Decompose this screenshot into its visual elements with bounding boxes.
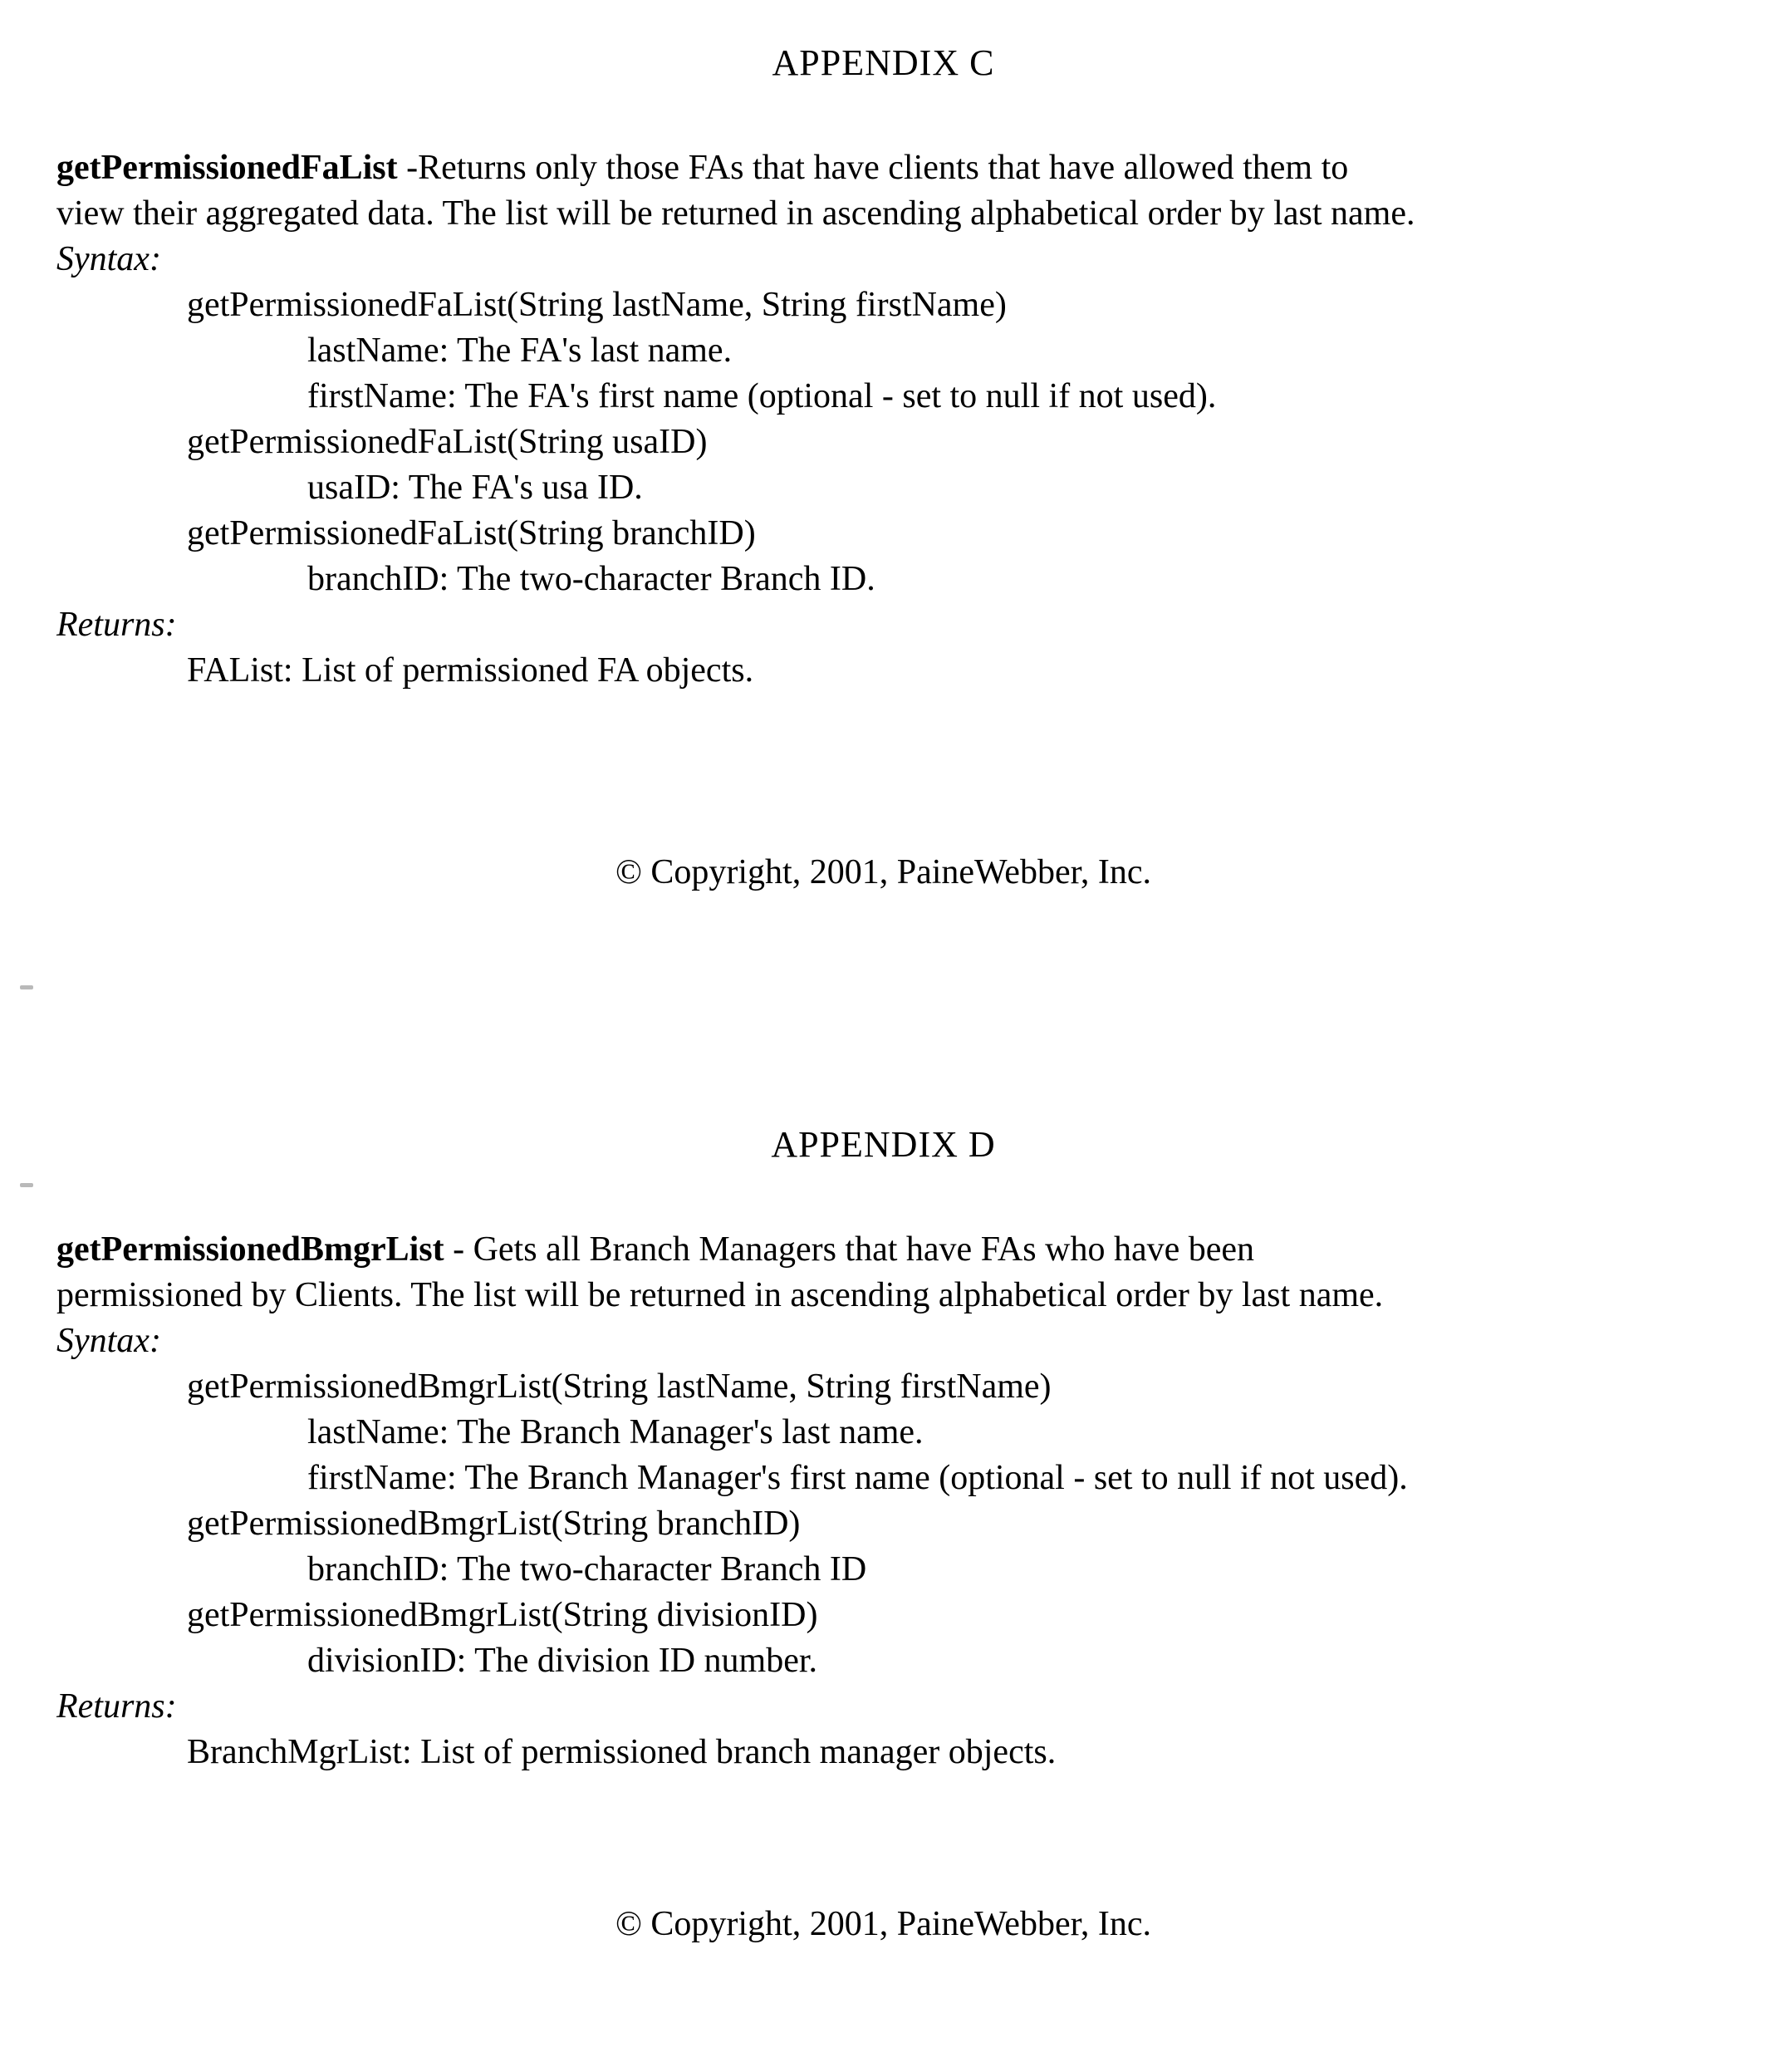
appendix-c-heading: APPENDIX C — [772, 42, 995, 83]
syntax-line: lastName: The Branch Manager's last name. — [307, 1413, 924, 1451]
appendix-c-syntax-label: Syntax: — [56, 240, 161, 278]
appendix-d-syntax-block — [56, 1364, 1710, 1684]
appendix-d-function-name: getPermissionedBmgrList — [56, 1230, 444, 1269]
syntax-line: getPermissionedBmgrList(String lastName, String firstName) — [187, 1367, 1052, 1406]
syntax-line: divisionID: The division ID number. — [307, 1642, 818, 1680]
appendix-c-returns-line: FAList: List of permissioned FA objects. — [187, 651, 754, 690]
scan-artifact — [20, 985, 33, 989]
syntax-line: firstName: The FA's first name (optional - set to null if not used). — [307, 377, 1217, 415]
syntax-line: firstName: The Branch Manager's first name (optional - set to null if not used). — [307, 1459, 1408, 1497]
appendix-c-intro-rest: -Returns only those FAs that have clients that have allowed them to — [397, 149, 1349, 187]
appendix-c-intro — [56, 145, 1710, 237]
appendix-d-intro-line-2: permissioned by Clients. The list will be returned in ascending alphabetical order by last name. — [56, 1276, 1384, 1314]
appendix-d-intro-line-1 — [56, 1227, 1710, 1273]
appendix-c-function-name: getPermissionedFaList — [56, 149, 398, 187]
appendix-d-returns-line: BranchMgrList: List of permissioned branch manager objects. — [187, 1733, 1057, 1771]
syntax-line: getPermissionedBmgrList(String divisionID) — [187, 1596, 818, 1634]
appendix-d-heading: APPENDIX D — [771, 1124, 996, 1165]
syntax-line: getPermissionedFaList(String branchID) — [187, 514, 756, 552]
scan-artifact — [20, 1183, 33, 1187]
appendix-c-syntax-block — [56, 282, 1710, 602]
appendix-d-intro — [56, 1227, 1710, 1318]
appendix-d-intro-rest: - Gets all Branch Managers that have FAs who have been — [444, 1230, 1255, 1269]
syntax-line: getPermissionedBmgrList(String branchID) — [187, 1505, 801, 1543]
appendix-d-returns-label: Returns: — [56, 1687, 177, 1726]
syntax-line: branchID: The two-character Branch ID. — [307, 560, 875, 598]
syntax-line: getPermissionedFaList(String lastName, String firstName) — [187, 286, 1007, 324]
syntax-line: lastName: The FA's last name. — [307, 331, 733, 370]
syntax-line: getPermissionedFaList(String usaID) — [187, 423, 708, 461]
syntax-line: usaID: The FA's usa ID. — [307, 469, 643, 507]
syntax-line: branchID: The two-character Branch ID — [307, 1550, 867, 1588]
appendix-c-returns-label: Returns: — [56, 606, 177, 644]
appendix-c-intro-line-1 — [56, 145, 1710, 191]
appendix-c-intro-line-2: view their aggregated data. The list will be returned in ascending alphabetical order by last name. — [56, 194, 1415, 233]
appendix-d-copyright: © Copyright, 2001, PaineWebber, Inc. — [615, 1905, 1152, 1943]
appendix-c-copyright: © Copyright, 2001, PaineWebber, Inc. — [615, 853, 1152, 891]
appendix-d-syntax-label: Syntax: — [56, 1322, 161, 1360]
